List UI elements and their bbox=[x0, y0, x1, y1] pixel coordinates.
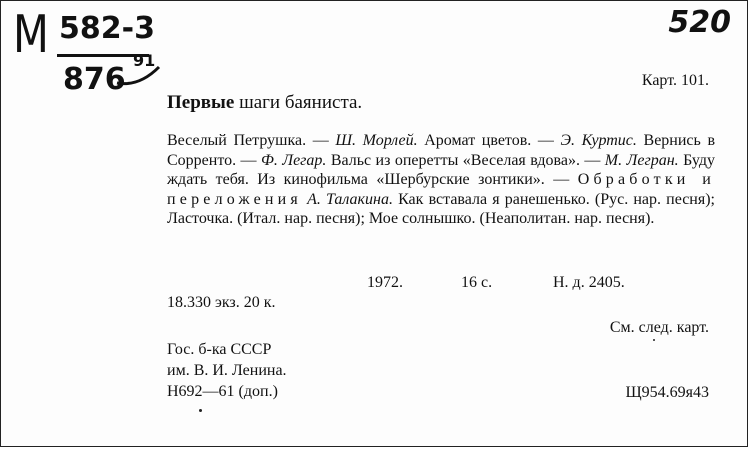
author-5: А. Талакина. bbox=[307, 190, 393, 208]
title-rest: шаги баяниста. bbox=[234, 92, 363, 113]
library-line-3: Н692—61 (доп.) bbox=[167, 383, 278, 400]
speck bbox=[653, 339, 655, 341]
card-label: Карт. 101. bbox=[641, 72, 709, 89]
imprint-pages: 16 с. bbox=[461, 274, 493, 291]
contents-part-4: Вальс из оперетты «Веселая вдова». — bbox=[326, 151, 605, 169]
copies-and-price: 18.330 экз. 20 к. bbox=[167, 294, 276, 311]
author-1: Ш. Морлей. bbox=[335, 132, 418, 149]
next-card-note: См. след. карт. bbox=[609, 319, 709, 336]
library-block bbox=[167, 339, 287, 402]
speck bbox=[199, 409, 202, 412]
shelf-letter: М bbox=[13, 5, 49, 65]
call-number: Щ954.69я43 bbox=[625, 384, 709, 401]
contents-part-7: Как вставала я ранешенько. (Рус. нар. песня); Ласточка. (Итал. нар. песня); Мое солнышко. (Неаполитан. нар. песня). bbox=[167, 190, 716, 227]
book-title bbox=[167, 93, 362, 112]
contents-part-5: Буду ждать тебя. Из кинофильма «Шербурские зонтики». — bbox=[167, 151, 716, 188]
author-3: Ф. Легар. bbox=[260, 151, 327, 169]
contents-text bbox=[167, 131, 715, 229]
contents-part-1: Веселый Петрушка. — bbox=[167, 132, 336, 149]
arrangements-label: Обработки и переложения bbox=[167, 171, 715, 208]
shelf-mark-superscript: 91 bbox=[133, 51, 156, 70]
author-2: Э. Куртис. bbox=[560, 132, 637, 149]
handwritten-card-number: 520 bbox=[668, 5, 731, 40]
imprint-year: 1972. bbox=[367, 274, 403, 291]
contents-part-3: Вернись в Сорренто. — bbox=[167, 132, 715, 169]
author-4: М. Легран. bbox=[604, 151, 679, 169]
contents-part-2: Аромат цветов. — bbox=[417, 132, 561, 149]
library-line-2: им. В. И. Ленина. bbox=[167, 362, 287, 379]
shelf-mark-top: 582-3 bbox=[59, 11, 155, 46]
shelf-mark-bottom: 876 bbox=[63, 62, 126, 97]
imprint-price: Н. д. 2405. bbox=[553, 274, 625, 291]
library-line-1: Гос. б-ка СССР bbox=[167, 341, 272, 358]
title-bold-part: Первые bbox=[167, 92, 235, 113]
